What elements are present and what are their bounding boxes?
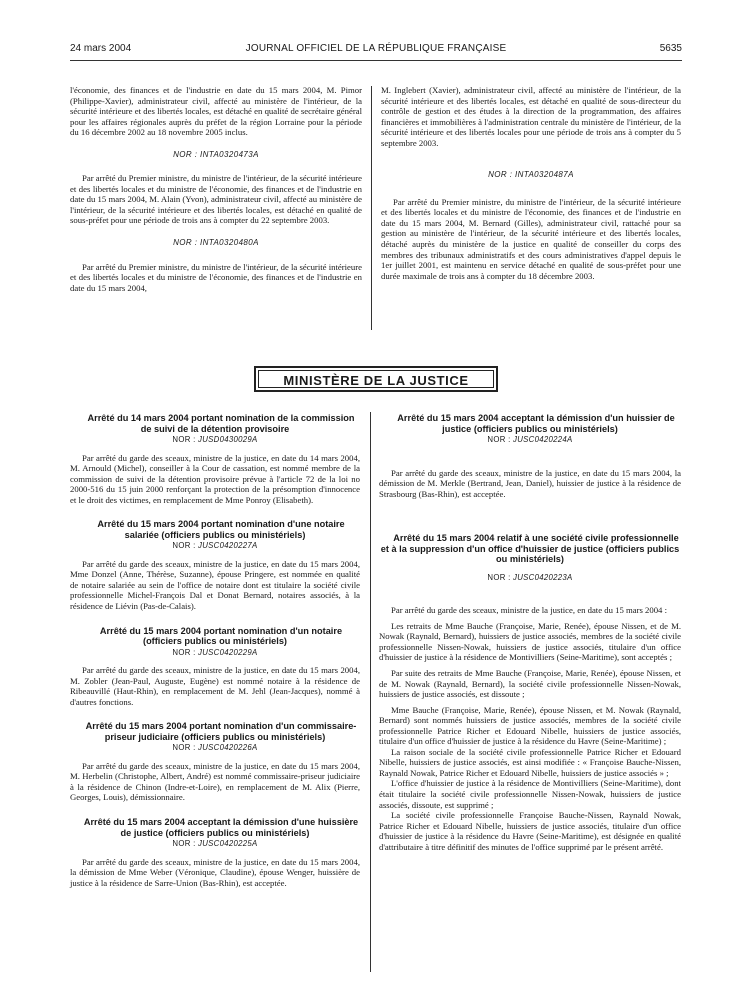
- article-body: Par arrêté du garde des sceaux, ministre de la justice, en date du 14 mars 2004, M. Arnould (Michel), conseiller à la Cour de cassation, est nommé membre de la commission de suivi de la détention provisoire prévue à l'article 72 de la loi no 2000-516 du 15 juin 2000 renforçant la protection de la présomption d'innocence et le droit des victimes, en remplacement de Mme Ponroy (Elisabeth).: [70, 452, 360, 505]
- top-right-column: [381, 85, 681, 281]
- nor-code: JUSD0430029A: [198, 435, 258, 444]
- article-title: Arrêté du 15 mars 2004 acceptant la démission d'une huissière de justice (officiers publics ou ministériels): [83, 817, 359, 838]
- paragraph: Par arrêté du Premier ministre, du ministre de l'intérieur, de la sécurité intérieure et des libertés locales et du ministre de l'économie, des finances et de l'industrie en date du 15 mars 2004,: [70, 261, 362, 293]
- article: [70, 817, 360, 888]
- article-title: Arrêté du 15 mars 2004 acceptant la démission d'un huissier de justice (officiers publics ou ministériels): [397, 413, 675, 434]
- column-divider: [370, 412, 371, 972]
- paragraph: M. Inglebert (Xavier), administrateur civil, affecté au ministère de l'intérieur, de la sécurité intérieure et des libertés locales, est détaché en qualité de sous-directeur du contrôle de gestion et des études à la direction de la programmation, des affaires financières et immobilières à l'administration centrale du ministère de l'intérieur, de la sécurité intérieure et des libertés locales pour une période de trois ans à compter du 5 septembre 2003.: [381, 85, 681, 148]
- paragraph: Par arrêté du Premier ministre, du ministre de l'intérieur, de la sécurité intérieure et des libertés locales et du ministre de l'économie, des finances et de l'industrie en date du 15 mars 2004, M. Bernard (Gilles), administrateur civil, rattaché pour sa gestion au ministère de l'intérieur, de la sécurité intérieure et des libertés locales, détaché auprès du ministère de la justice en qualité de conseiller du corps des membres des tribunaux administratifs et des cours administratives d'appel depuis le 1er juillet 2001, est maintenu en service détaché en qualité de sous-préfet pour une durée maximale de trois ans à compter du 18 décembre 2003.: [381, 196, 681, 281]
- justice-left-column: [70, 413, 360, 902]
- article-title: Arrêté du 14 mars 2004 portant nomination de la commission de suivi de la détention provisoire: [87, 413, 355, 434]
- nor-code: JUSC0420223A: [513, 572, 573, 582]
- ministry-heading: [254, 366, 498, 392]
- article-title: Arrêté du 15 mars 2004 portant nomination d'une notaire salariée (officiers publics ou ministériels): [97, 519, 345, 540]
- nor-reference: NOR : INTA0320480A: [173, 238, 259, 248]
- article-nor: [70, 541, 360, 552]
- paragraph: Par arrêté du Premier ministre, du ministre de l'intérieur, de la sécurité intérieure et des libertés locales et du ministre de l'économie, des finances et de l'industrie en date du 15 mars 2004, M. Alain (Yvon), administrateur civil, affecté au ministère de l'intérieur, de la sécurité intérieure et des libertés locales, est détaché en qualité de sous-préfet pour une période de trois ans à compter du 22 septembre 2003.: [70, 173, 362, 226]
- paragraph: l'économie, des finances et de l'industrie en date du 15 mars 2004, M. Pimor (Philippe-Xavier), administrateur civil, affecté au ministère de l'intérieur, de la sécurité intérieure et des libertés locales, est détaché en qualité de secrétaire général pour les affaires régionales auprès du préfet de la région Lorraine pour la période du 16 décembre 2002 au 18 novembre 2005 inclus.: [70, 85, 362, 138]
- nor-label: NOR :: [172, 839, 199, 849]
- article-body: Par arrêté du garde des sceaux, ministre de la justice, en date du 15 mars 2004, M. Zobler (Jean-Paul, Auguste, Eugène) est nommé notaire à la résidence de Ribeauvillé (Haut-Rhin), en remplacement de M. Jehl (Jean-Jacques), nommé à d'autres fonctions.: [70, 665, 360, 707]
- article-nor: [379, 573, 681, 584]
- article-paragraph: La société civile professionnelle Françoise Bauche-Nissen, Raynald Nowak, Patrice Richer et Edouard Nibelle, huissiers de justice associés, titulaire d'un office d'huissier de justice à la résidence du Havre (Seine-Maritime), est désignée en qualité d'attributaire à titre définitif des minutes de l'office supprimé par le présent arrêté.: [379, 810, 681, 852]
- page-header: [70, 43, 682, 57]
- article-paragraph: Mme Bauche (Françoise, Marie, Renée), épouse Nissen, et M. Nowak (Raynald, Bernard) sont nommés huissiers de justice associés, membres de la société civile professionnelle Patrice Richer et Edouard Nibelle, huissiers de justice associés, titulaire d'un office d'huissier de justice à la résidence du Havre (Seine-Maritime) ;: [379, 704, 681, 747]
- header-rule: [70, 60, 682, 61]
- nor-code: JUSC0420225A: [198, 839, 258, 849]
- nor-reference: NOR : INTA0320487A: [488, 170, 574, 180]
- nor-reference: NOR : INTA0320473A: [173, 149, 259, 159]
- nor-code: JUSC0420226A: [198, 743, 258, 753]
- article: [70, 413, 360, 505]
- ministry-title: MINISTÈRE DE LA JUSTICE: [283, 373, 469, 388]
- nor-label: NOR :: [172, 743, 199, 753]
- article: [70, 626, 360, 708]
- article: [379, 413, 681, 499]
- article-paragraph: L'office d'huissier de justice à la résidence de Montivilliers (Seine-Maritime), dont était titulaire la société civile professionnelle Nissen-Nowak, huissiers de justice associés, dissoute, est supprimé ;: [379, 778, 681, 810]
- nor-label: NOR :: [172, 541, 199, 551]
- article-paragraph: Par arrêté du garde des sceaux, ministre de la justice, en date du 15 mars 2004 :: [391, 605, 667, 616]
- article-title: Arrêté du 15 mars 2004 portant nomination d'un notaire (officiers publics ou ministériels): [99, 625, 343, 647]
- article-body: Par arrêté du garde des sceaux, ministre de la justice, en date du 15 mars 2004, la démission de Mme Weber (Véronique, Claudine), épouse Wenger, huissière de justice à la résidence de Sarre-Union (Bas-Rhin), est acceptée.: [70, 856, 360, 888]
- nor-code: JUSC0420224A: [513, 435, 573, 444]
- article-paragraph: La raison sociale de la société civile professionnelle Patrice Richer et Edouard Nibelle, huissiers de justice associés, est ainsi modifiée : « Françoise Bauche-Nissen, Raynald Nowak, Patrice Richer et Edouard Nibelle, huissiers de justice associés » ;: [379, 746, 681, 778]
- article-paragraph: Par suite des retraits de Mme Bauche (Françoise, Marie, Renée), épouse Nissen, et de M. Nowak (Raynald, Bernard), la société civile professionnelle Nissen-Nowak, huissiers de justice associés, est dissoute ;: [379, 667, 681, 700]
- article-body: Par arrêté du garde des sceaux, ministre de la justice, en date du 15 mars 2004, Mme Donzel (Anne, Thérèse, Suzanne), épouse Pringere, est nommée en qualité de notaire salariée au sein de l'office de notaire dont est titulaire la société civile professionnelle Michel-François Dal et Donat Bernard, notaires associés, à la résidence de Liévin (Pas-de-Calais).: [70, 558, 360, 612]
- header-page-number: 5635: [659, 43, 682, 54]
- nor-label: NOR :: [172, 435, 199, 444]
- article-title: Arrêté du 15 mars 2004 portant nomination d'un commissaire-priseur judiciaire (officiers publics ou ministériels): [85, 721, 357, 742]
- header-date: 24 mars 2004: [70, 43, 132, 54]
- article-body: Par arrêté du garde des sceaux, ministre de la justice, en date du 15 mars 2004, la démission de M. Merkle (Bertrand, Jean, Daniel), huissier de justice à la résidence de Strasbourg (Bas-Rhin), est acceptée.: [379, 467, 681, 499]
- article-paragraph: Les retraits de Mme Bauche (Françoise, Marie, Renée), épouse Nissen, et de M. Nowak (Raynald, Bernard), huissiers de justice associés, membres de la société civile professionnelle Nissen-Nowak, huissiers de justice associés, titulaire d'un office d'huissier de justice à la résidence de Montivilliers (Seine-Maritime), sont acceptés ;: [379, 620, 681, 663]
- nor-label: NOR :: [487, 572, 514, 582]
- column-divider: [371, 86, 372, 330]
- article-nor: [70, 743, 360, 754]
- article-nor: [70, 648, 360, 659]
- article: [70, 721, 360, 803]
- article-nor: [379, 435, 681, 446]
- article: [70, 519, 360, 611]
- article-nor: [70, 839, 360, 850]
- article-title: Arrêté du 15 mars 2004 relatif à une société civile professionnelle et à la suppression d'un office d'huissier de justice (officiers publics ou ministériels): [380, 533, 680, 565]
- article-nor: [70, 435, 360, 446]
- top-left-column: [70, 85, 362, 293]
- justice-right-column: [379, 413, 681, 866]
- nor-code: JUSC0420227A: [198, 541, 258, 551]
- article: [379, 533, 681, 852]
- article-body: Par arrêté du garde des sceaux, ministre de la justice, en date du 15 mars 2004, M. Herbelin (Christophe, Albert, André) est nommé commissaire-priseur judiciaire à la résidence de Chinon (Indre-et-Loire), en remplacement de M. Alix (Pierre, Georges, Louis), démissionnaire.: [70, 760, 360, 803]
- nor-label: NOR :: [487, 435, 514, 444]
- nor-code: JUSC0420229A: [198, 647, 258, 657]
- nor-label: NOR :: [172, 647, 199, 657]
- header-journal-title: JOURNAL OFFICIEL DE LA RÉPUBLIQUE FRANÇAISE: [245, 43, 507, 54]
